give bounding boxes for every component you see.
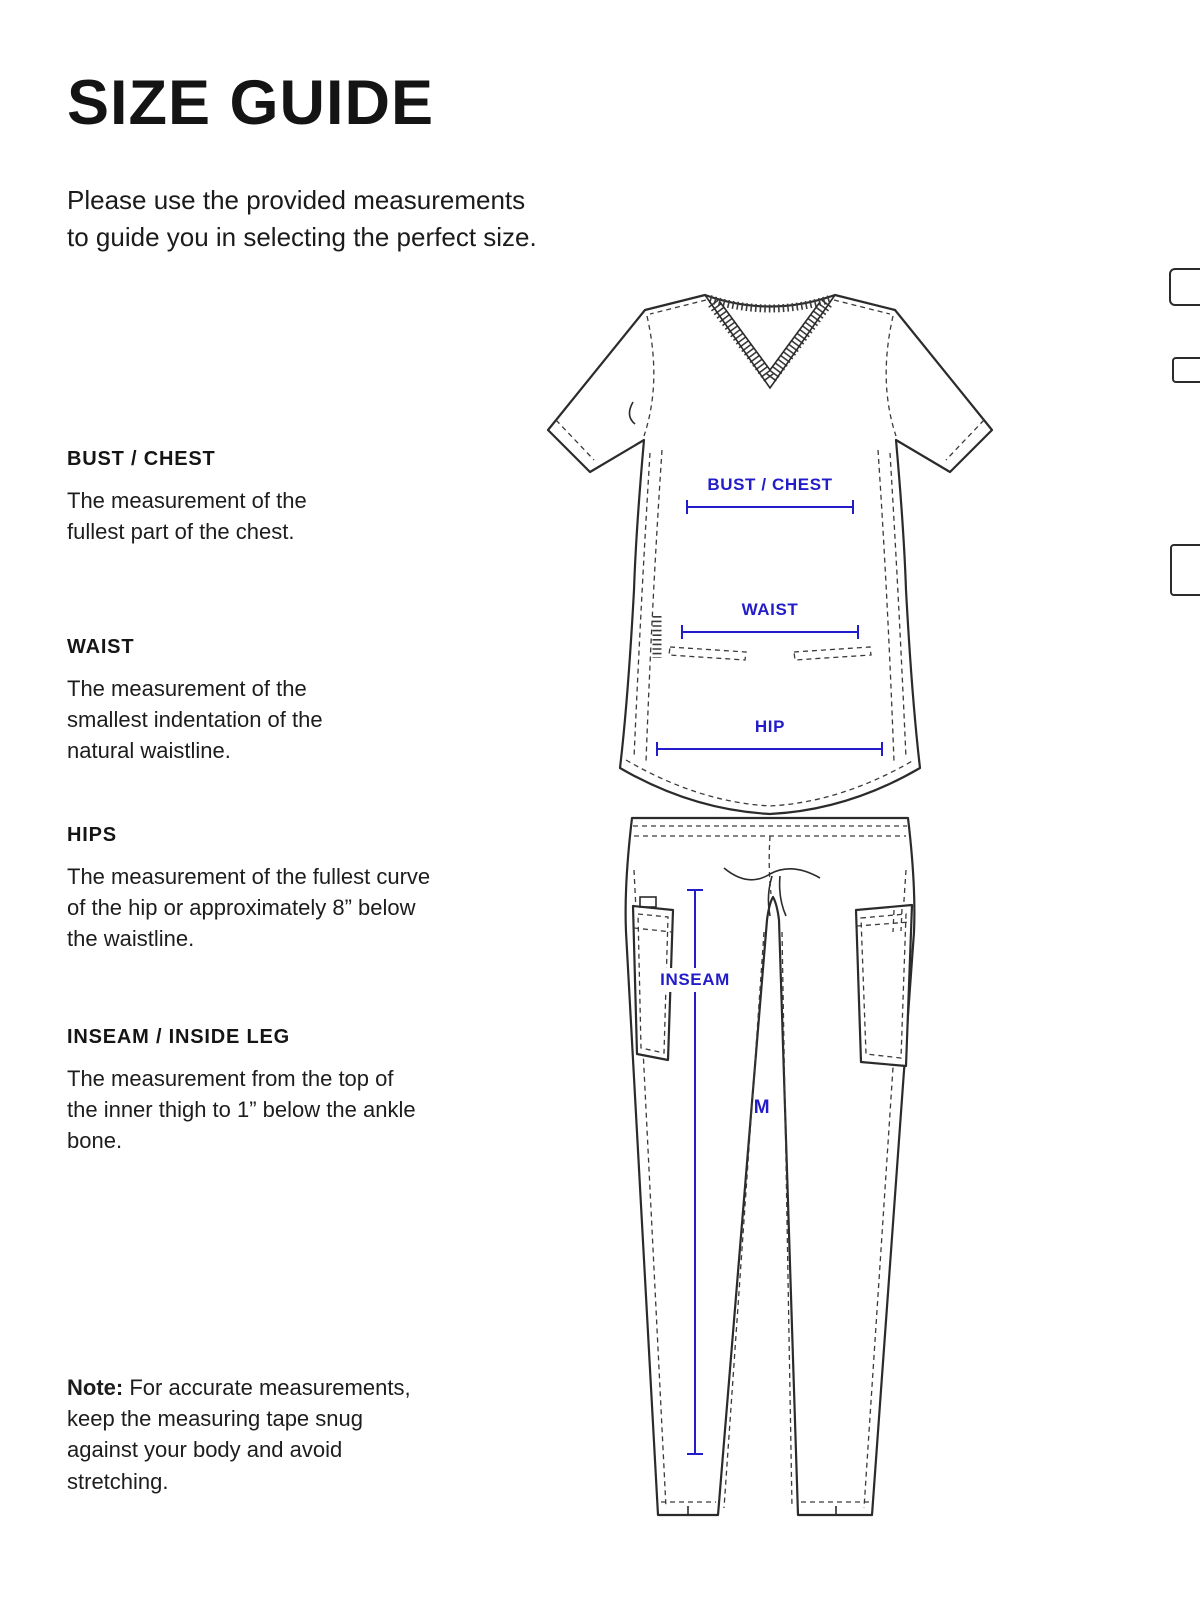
- section-body-waist: The measurement of the smallest indentation of the natural waistline.: [67, 676, 323, 764]
- hip-measure-label: HIP: [754, 717, 786, 736]
- section-hips: [67, 824, 452, 955]
- section-body-bust-chest: The measurement of the fullest part of the chest.: [67, 488, 307, 545]
- section-bust-chest: [67, 448, 367, 547]
- scrub-top-illustration: [548, 295, 992, 814]
- cropped-edge-graphic-2: [1172, 357, 1200, 383]
- note-label: Note:: [67, 1375, 124, 1400]
- section-heading-inseam: INSEAM / INSIDE LEG: [67, 1026, 291, 1048]
- size-marker-label: M: [753, 1097, 771, 1118]
- inseam-measure-label: INSEAM: [660, 970, 730, 989]
- section-inseam: [67, 1026, 427, 1157]
- note-body: For accurate measurements, keep the measuring tape snug against your body and avoid stretching.: [67, 1375, 411, 1494]
- note-text: [67, 1372, 412, 1497]
- right-cargo-pocket: [856, 905, 912, 1066]
- cropped-edge-graphic-1: [1169, 268, 1200, 306]
- section-body-inseam: The measurement from the top of the inner thigh to 1” below the ankle bone.: [67, 1066, 416, 1154]
- section-heading-hips: HIPS: [67, 824, 117, 846]
- section-heading-bust-chest: BUST / CHEST: [67, 448, 216, 470]
- waist-measure-label: WAIST: [741, 600, 799, 619]
- section-waist: [67, 636, 387, 767]
- pants-illustration: [626, 818, 915, 1515]
- section-body-hips: The measurement of the fullest curve of the hip or approximately 8” below the waistline.: [67, 864, 431, 952]
- page-title: SIZE GUIDE: [67, 68, 435, 138]
- cropped-edge-graphic-3: [1170, 544, 1200, 596]
- garment-diagram: [540, 270, 1020, 1530]
- section-heading-waist: WAIST: [67, 636, 135, 658]
- intro-text: Please use the provided measurements to guide you in selecting the perfect size.: [67, 185, 537, 252]
- bust-measure-label: BUST / CHEST: [707, 475, 833, 494]
